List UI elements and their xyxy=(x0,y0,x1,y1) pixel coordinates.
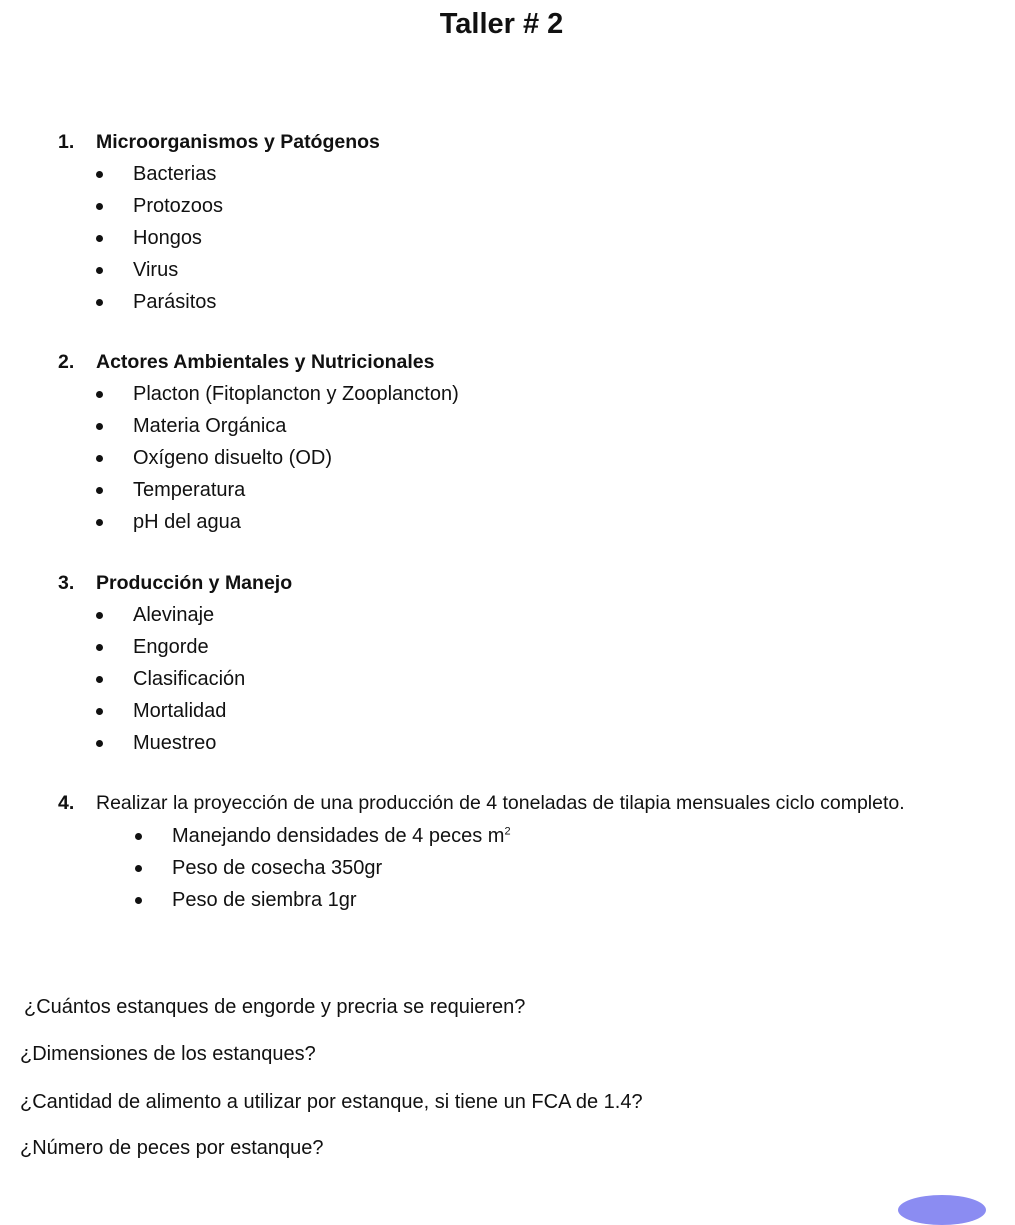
section-4 xyxy=(58,789,938,916)
section-3-heading xyxy=(58,571,958,595)
list-item-text xyxy=(172,825,511,848)
list-item-text: Muestreo xyxy=(133,731,217,754)
section-4-heading xyxy=(58,789,938,818)
bullet-icon xyxy=(96,612,103,619)
bullet-icon xyxy=(96,235,103,242)
list-item-text: Peso de cosecha 350gr xyxy=(172,856,383,879)
question-2: ¿Dimensiones de los estanques? xyxy=(20,1043,316,1065)
list-item-text: pH del agua xyxy=(133,510,241,533)
list-item xyxy=(58,599,958,631)
document-title: Taller # 2 xyxy=(439,8,564,40)
list-item xyxy=(58,158,958,190)
question-3: ¿Cantidad de alimento a utilizar por estanque, si tiene un FCA de 1.4? xyxy=(20,1091,643,1113)
bullet-icon xyxy=(96,203,103,210)
list-item-text: Temperatura xyxy=(133,478,246,501)
list-item xyxy=(58,442,958,474)
section-title: Producción y Manejo xyxy=(96,571,293,594)
list-item-text: Peso de siembra 1gr xyxy=(172,888,357,911)
list-item xyxy=(58,254,958,286)
section-title: Microorganismos y Patógenos xyxy=(96,130,380,153)
list-item-text: Materia Orgánica xyxy=(133,414,287,437)
list-item-text: Parásitos xyxy=(133,290,217,313)
list-item-text: Bacterias xyxy=(133,162,217,185)
bullet-icon xyxy=(96,676,103,683)
list-item-text: Virus xyxy=(133,258,179,281)
list-item xyxy=(58,884,938,916)
bullet-icon xyxy=(96,487,103,494)
list-item-text: Protozoos xyxy=(133,194,224,217)
section-number: 4. xyxy=(58,792,75,814)
question-1: ¿Cuántos estanques de engorde y precria se requieren? xyxy=(24,996,526,1018)
superscript: 2 xyxy=(504,824,511,837)
list-item xyxy=(58,663,958,695)
bullet-icon xyxy=(135,897,142,904)
section-2 xyxy=(58,350,958,538)
list-item xyxy=(58,474,958,506)
list-item xyxy=(58,631,958,663)
bullet-icon xyxy=(135,865,142,872)
bullet-icon xyxy=(96,267,103,274)
list-item xyxy=(58,506,958,538)
list-item-text: Oxígeno disuelto (OD) xyxy=(133,446,332,469)
list-item xyxy=(58,695,958,727)
bullet-icon xyxy=(96,391,103,398)
bullet-icon xyxy=(135,833,142,840)
bullet-icon xyxy=(96,708,103,715)
bullet-icon xyxy=(96,644,103,651)
bullet-icon xyxy=(96,171,103,178)
list-item xyxy=(58,286,958,318)
section-title: Actores Ambientales y Nutricionales xyxy=(96,350,435,373)
section-1-heading xyxy=(58,130,958,154)
list-item-text: Hongos xyxy=(133,226,202,249)
list-item xyxy=(58,222,958,254)
section-title: Realizar la proyección de una producción de 4 toneladas de tilapia mensuales ciclo completo. xyxy=(96,792,905,814)
bullet-icon xyxy=(96,423,103,430)
section-number: 2. xyxy=(58,350,75,373)
list-item xyxy=(58,820,938,852)
list-item xyxy=(58,190,958,222)
list-item-main-text: Manejando densidades de 4 peces m xyxy=(172,824,505,847)
list-item xyxy=(58,378,958,410)
section-number: 1. xyxy=(58,130,75,153)
section-number: 3. xyxy=(58,571,75,594)
list-item-text: Alevinaje xyxy=(133,603,215,626)
section-1 xyxy=(58,130,958,318)
bullet-icon xyxy=(96,519,103,526)
list-item-text: Mortalidad xyxy=(133,699,227,722)
list-item-text: Clasificación xyxy=(133,667,246,690)
list-item-text: Engorde xyxy=(133,635,209,658)
bullet-icon xyxy=(96,455,103,462)
list-item xyxy=(58,727,958,759)
list-item-text: Placton (Fitoplancton y Zooplancton) xyxy=(133,382,459,405)
list-item xyxy=(58,410,958,442)
list-item xyxy=(58,852,938,884)
floating-button-edge[interactable] xyxy=(898,1195,986,1225)
bullet-icon xyxy=(96,740,103,747)
question-4: ¿Número de peces por estanque? xyxy=(20,1137,324,1159)
section-3 xyxy=(58,571,958,759)
bullet-icon xyxy=(96,299,103,306)
section-2-heading xyxy=(58,350,958,374)
